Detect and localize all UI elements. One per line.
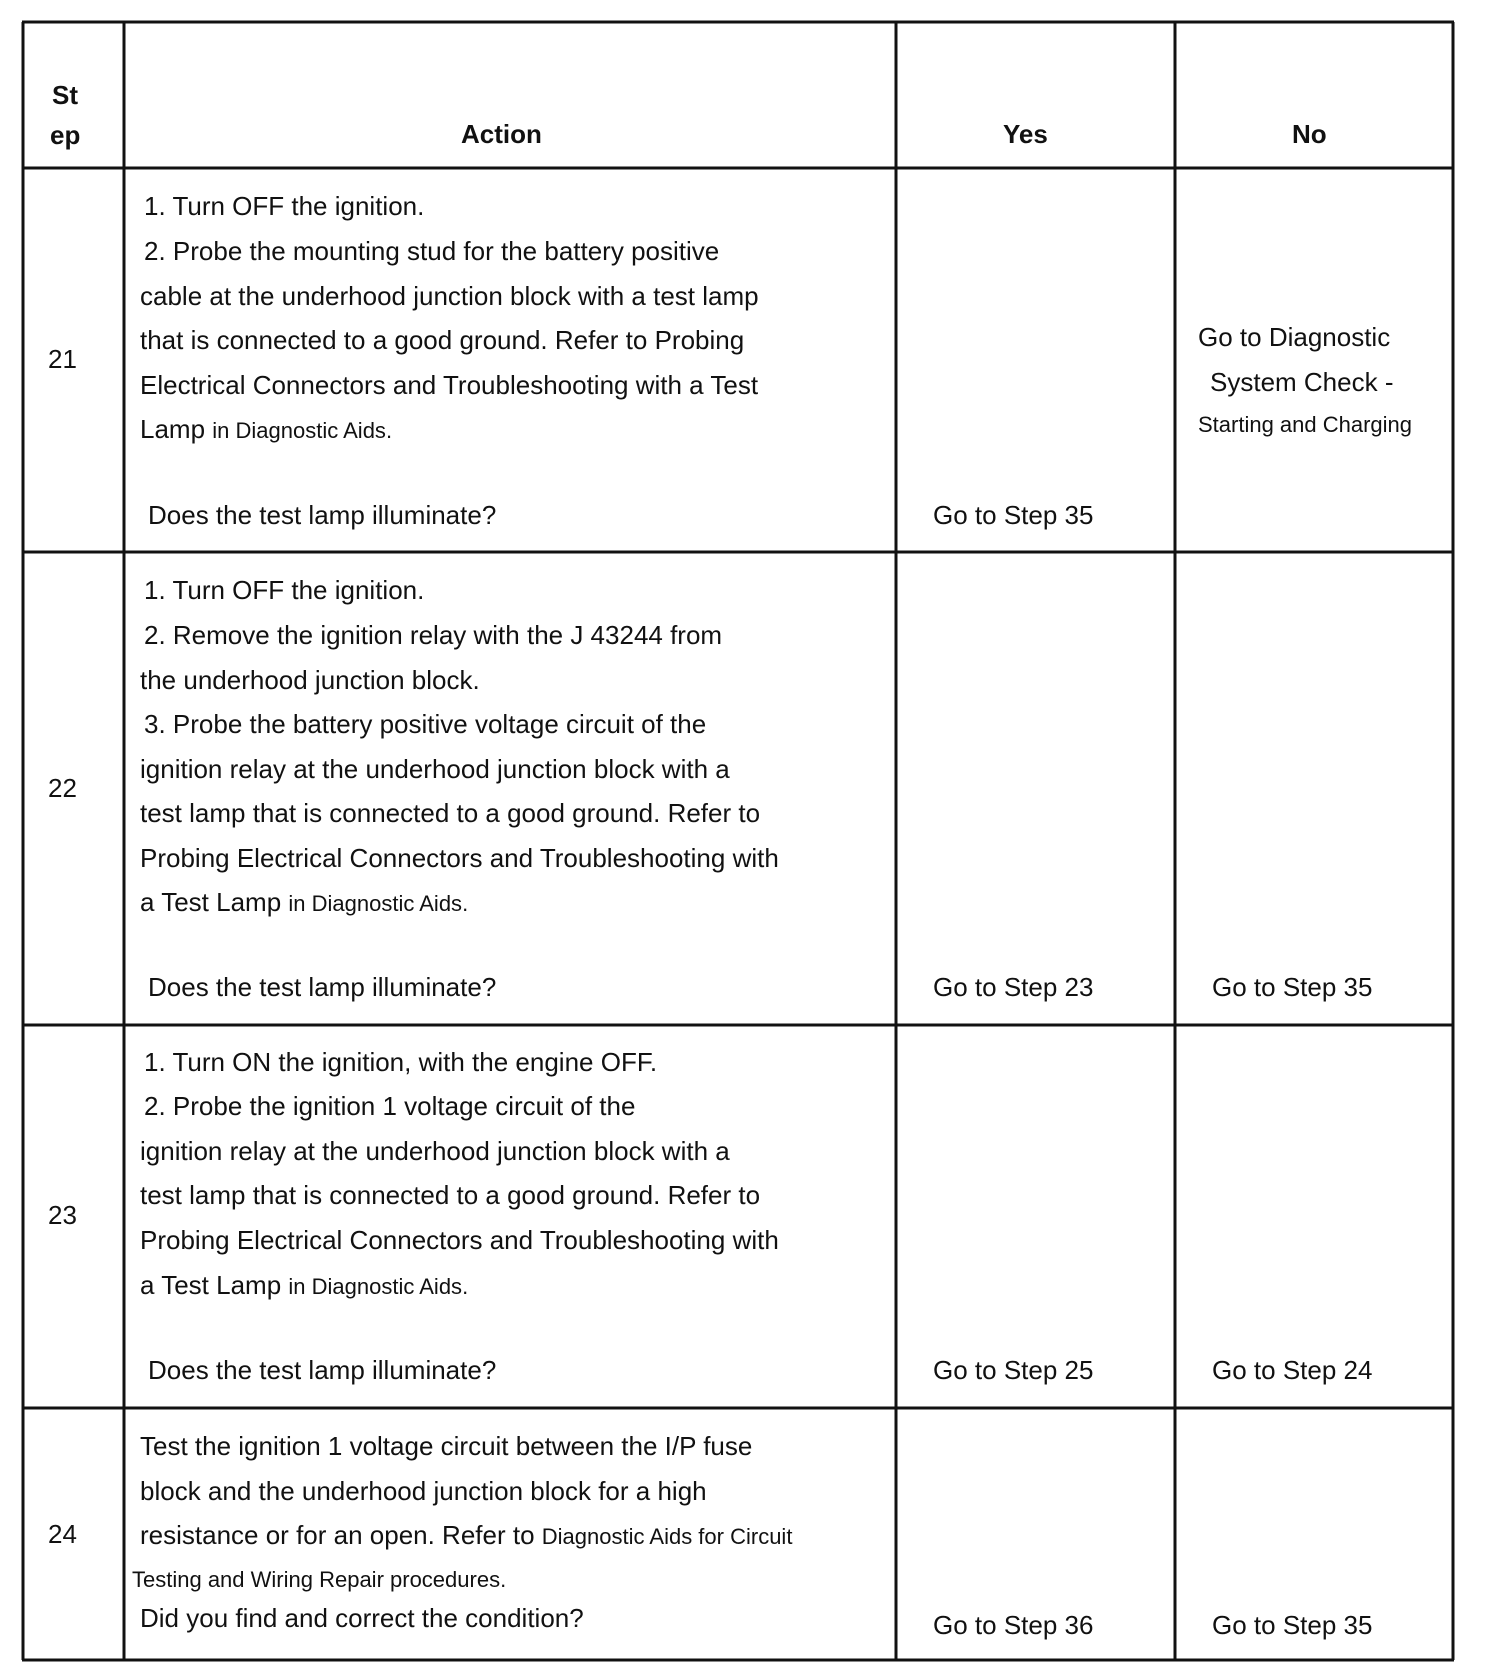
no-result: Go to Step 35 [1212, 972, 1373, 1002]
no-result: Go to Step 24 [1212, 1355, 1373, 1385]
yes-result: Go to Step 25 [933, 1355, 1094, 1385]
action-line: a Test Lamp in Diagnostic Aids. [140, 1270, 469, 1300]
header-yes: Yes [1003, 119, 1048, 149]
action-line: Test the ignition 1 voltage circuit between the I/P fuse [140, 1431, 753, 1461]
header-no: No [1292, 119, 1327, 149]
action-line: Lamp in Diagnostic Aids. [140, 414, 393, 444]
action-line: test lamp that is connected to a good ground. Refer to [140, 798, 761, 828]
action-line: the underhood junction block. [140, 665, 480, 695]
action-line: 3. Probe the battery positive voltage circuit of the [144, 709, 707, 739]
action-line: Probing Electrical Connectors and Troubleshooting with [140, 1225, 779, 1255]
action-line: 2. Probe the ignition 1 voltage circuit of the [144, 1091, 636, 1121]
step-number: 21 [48, 344, 77, 374]
action-line: Electrical Connectors and Troubleshooting with a Test [140, 370, 759, 400]
action-line: 2. Probe the mounting stud for the battery positive [144, 236, 720, 266]
question: Did you find and correct the condition? [140, 1603, 584, 1633]
question: Does the test lamp illuminate? [148, 972, 497, 1002]
action-line: 1. Turn OFF the ignition. [144, 191, 425, 221]
action-line: cable at the underhood junction block with a test lamp [140, 281, 759, 311]
no-result-line3: Starting and Charging [1198, 412, 1413, 437]
question: Does the test lamp illuminate? [148, 500, 497, 530]
action-line: ignition relay at the underhood junction block with a [140, 1136, 730, 1166]
yes-result: Go to Step 23 [933, 972, 1094, 1002]
action-line: 1. Turn OFF the ignition. [144, 575, 425, 605]
reference-text: in Diagnostic Aids [288, 1274, 463, 1299]
action-line: block and the underhood junction block for a high [140, 1476, 707, 1506]
no-result: Go to Step 35 [1212, 1610, 1373, 1640]
action-line: 2. Remove the ignition relay with the J 43244 from [144, 620, 723, 650]
action-line: that is connected to a good ground. Refer to Probing [140, 325, 745, 355]
action-line: Probing Electrical Connectors and Troubleshooting with [140, 843, 779, 873]
header-step-line1: St [52, 80, 78, 110]
header-step-line2: ep [50, 120, 81, 150]
no-result-line2: System Check - [1210, 367, 1394, 397]
reference-text: in Diagnostic Aids [288, 891, 463, 916]
step-number: 22 [48, 773, 77, 803]
reference-text: in Diagnostic Aids [212, 418, 386, 443]
no-result-line1: Go to Diagnostic [1198, 322, 1391, 352]
action-line: ignition relay at the underhood junction block with a [140, 754, 730, 784]
action-line: test lamp that is connected to a good ground. Refer to [140, 1180, 761, 1210]
reference-text: Diagnostic Aids for Circuit [541, 1524, 793, 1549]
header-action: Action [461, 119, 542, 149]
step-number: 24 [48, 1519, 77, 1549]
yes-result: Go to Step 36 [933, 1610, 1094, 1640]
question: Does the test lamp illuminate? [148, 1355, 497, 1385]
action-line: 1. Turn ON the ignition, with the engine OFF. [144, 1047, 658, 1077]
step-number: 23 [48, 1200, 77, 1230]
action-line: a Test Lamp in Diagnostic Aids. [140, 887, 469, 917]
reference-text: Testing and Wiring Repair procedures. [132, 1567, 507, 1592]
action-line: resistance or for an open. Refer to Diagnostic Aids for Circuit [140, 1520, 793, 1550]
yes-result: Go to Step 35 [933, 500, 1094, 530]
